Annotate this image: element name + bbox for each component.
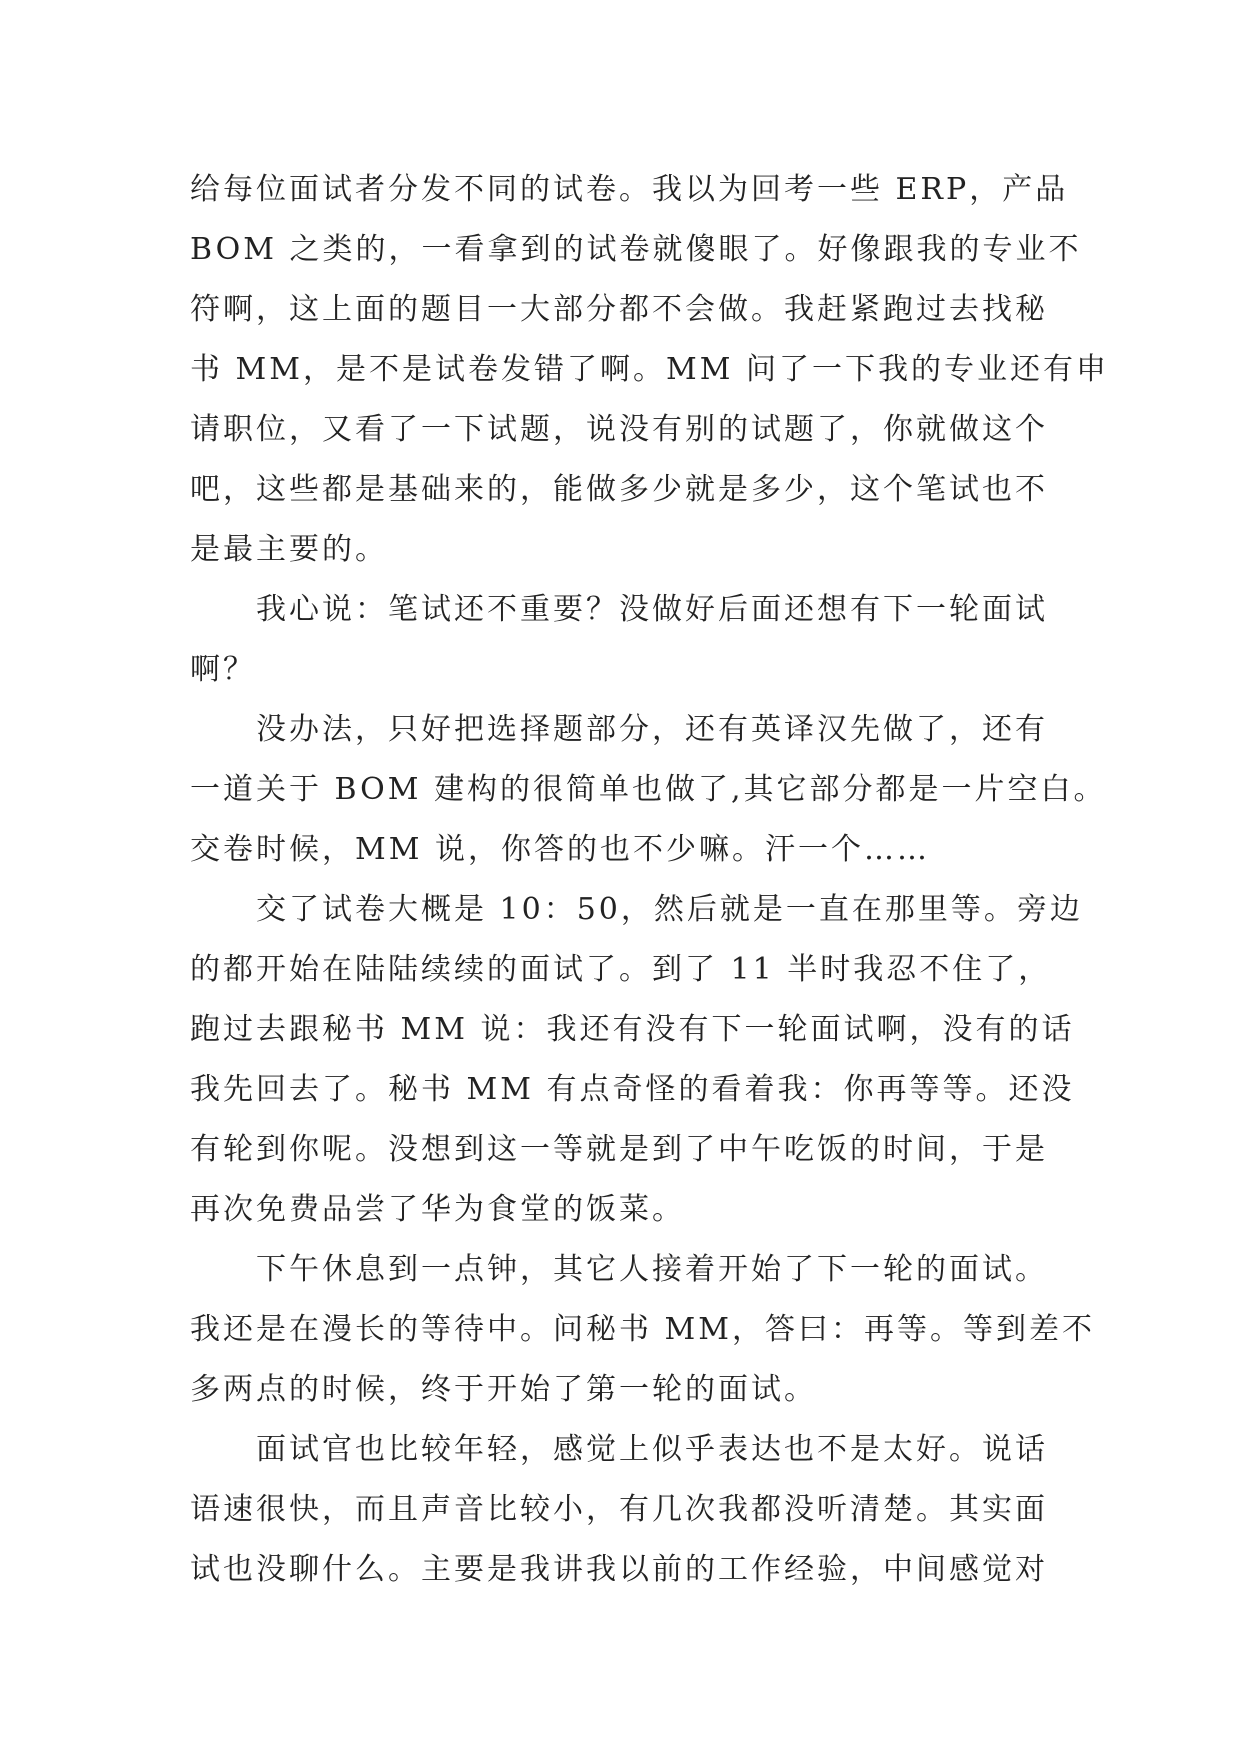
text-line: 符啊，这上面的题目一大部分都不会做。我赶紧跑过去找秘 xyxy=(190,292,1048,327)
text-line: 再次免费品尝了华为食堂的饭菜。 xyxy=(190,1192,685,1227)
text-line: 我先回去了。秘书 MM 有点奇怪的看着我：你再等等。还没 xyxy=(190,1072,1075,1107)
paragraph-2 xyxy=(190,580,1070,700)
text-line: 语速很快，而且声音比较小，有几次我都没听清楚。其实面 xyxy=(190,1492,1048,1527)
text-line: 有轮到你呢。没想到这一等就是到了中午吃饭的时间，于是 xyxy=(190,1132,1048,1167)
text-line: BOM 之类的，一看拿到的试卷就傻眼了。好像跟我的专业不 xyxy=(190,232,1082,267)
text-line: 请职位，又看了一下试题，说没有别的试题了，你就做这个 xyxy=(190,412,1048,447)
text-line: 是最主要的。 xyxy=(190,532,388,567)
text-line: 试也没聊什么。主要是我讲我以前的工作经验，中间感觉对 xyxy=(190,1552,1048,1587)
text-line: 跑过去跟秘书 MM 说：我还有没有下一轮面试啊，没有的话 xyxy=(190,1012,1075,1047)
paragraph-6 xyxy=(190,1420,1070,1600)
text-line: 一道关于 BOM 建构的很简单也做了,其它部分都是一片空白。 xyxy=(190,772,1107,807)
paragraph-3 xyxy=(190,700,1107,880)
paragraph-5 xyxy=(190,1240,1095,1420)
paragraph-1 xyxy=(190,160,1109,580)
text-line: 啊？ xyxy=(190,652,256,687)
text-line: 多两点的时候，终于开始了第一轮的面试。 xyxy=(190,1372,817,1407)
text-line: 吧，这些都是基础来的，能做多少就是多少，这个笔试也不 xyxy=(190,472,1048,507)
text-line: 书 MM，是不是试卷发错了啊。MM 问了一下我的专业还有申 xyxy=(190,352,1109,387)
text-line: 没办法，只好把选择题部分，还有英译汉先做了，还有 xyxy=(256,712,1048,747)
document-body xyxy=(190,160,1109,1600)
text-line: 给每位面试者分发不同的试卷。我以为回考一些 ERP，产品 xyxy=(190,172,1069,207)
text-line: 面试官也比较年轻，感觉上似乎表达也不是太好。说话 xyxy=(256,1432,1048,1467)
text-line: 的都开始在陆陆续续的面试了。到了 11 半时我忍不住了， xyxy=(190,952,1052,987)
paragraph-4 xyxy=(190,880,1083,1240)
text-line: 交了试卷大概是 10：50，然后就是一直在那里等。旁边 xyxy=(256,892,1083,927)
text-line: 交卷时候，MM 说，你答的也不少嘛。汗一个…… xyxy=(190,832,930,867)
text-line: 我还是在漫长的等待中。问秘书 MM，答曰：再等。等到差不 xyxy=(190,1312,1095,1347)
text-line: 我心说：笔试还不重要？没做好后面还想有下一轮面试 xyxy=(256,592,1048,627)
text-line: 下午休息到一点钟，其它人接着开始了下一轮的面试。 xyxy=(256,1252,1048,1287)
